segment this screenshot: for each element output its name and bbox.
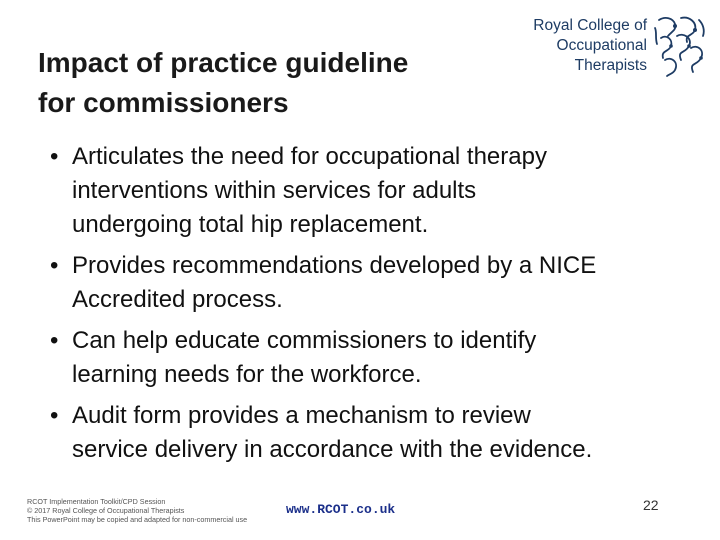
bullet-line: learning needs for the workforce.	[72, 361, 422, 388]
bullet-text	[72, 399, 698, 467]
bullet-line: Provides recommendations developed by a NICE	[72, 252, 597, 279]
bullet-dot: •	[50, 402, 59, 429]
bullet-line: Articulates the need for occupational therapy	[72, 143, 547, 170]
bullet-line: service delivery in accordance with the evidence.	[72, 436, 593, 463]
bullet-line: interventions within services for adults	[72, 177, 477, 204]
slide-title-line: for commissioners	[38, 87, 289, 118]
bullet-text	[72, 324, 698, 392]
logo-line: Royal College of	[533, 17, 647, 34]
bullet-text	[72, 140, 698, 242]
logo-line: Therapists	[574, 57, 647, 74]
footer-copyright-note	[27, 497, 247, 524]
bullet-dot: •	[50, 252, 59, 279]
footer-note-line: This PowerPoint may be copied and adapted for non-commercial use	[27, 515, 248, 524]
royal-college-crest-icon	[651, 14, 709, 78]
bullet-line: Accredited process.	[72, 286, 283, 313]
slide-title	[38, 43, 538, 123]
bullet-item	[48, 140, 698, 242]
bullet-text	[72, 249, 698, 317]
bullet-item	[48, 249, 698, 317]
footer-website-link[interactable]: www.RCOT.co.uk	[286, 502, 396, 517]
footer-note-line: © 2017 Royal College of Occupational Therapists	[27, 506, 185, 515]
bullet-item	[48, 399, 698, 467]
bullet-line: Can help educate commissioners to identify	[72, 327, 537, 354]
slide-title-line: Impact of practice guideline	[38, 47, 409, 78]
logo-line: Occupational	[556, 37, 647, 54]
bullet-dot: •	[50, 143, 59, 170]
bullet-dot: •	[50, 327, 59, 354]
rcot-logo	[533, 12, 713, 78]
bullet-line: Audit form provides a mechanism to review	[72, 402, 531, 429]
bullet-line: undergoing total hip replacement.	[72, 211, 429, 238]
footer-note-line: RCOT Implementation Toolkit/CPD Session	[27, 497, 166, 506]
logo-wordmark	[533, 16, 647, 76]
bullet-list	[48, 140, 698, 474]
bullet-item	[48, 324, 698, 392]
slide-number: 22	[643, 497, 659, 513]
